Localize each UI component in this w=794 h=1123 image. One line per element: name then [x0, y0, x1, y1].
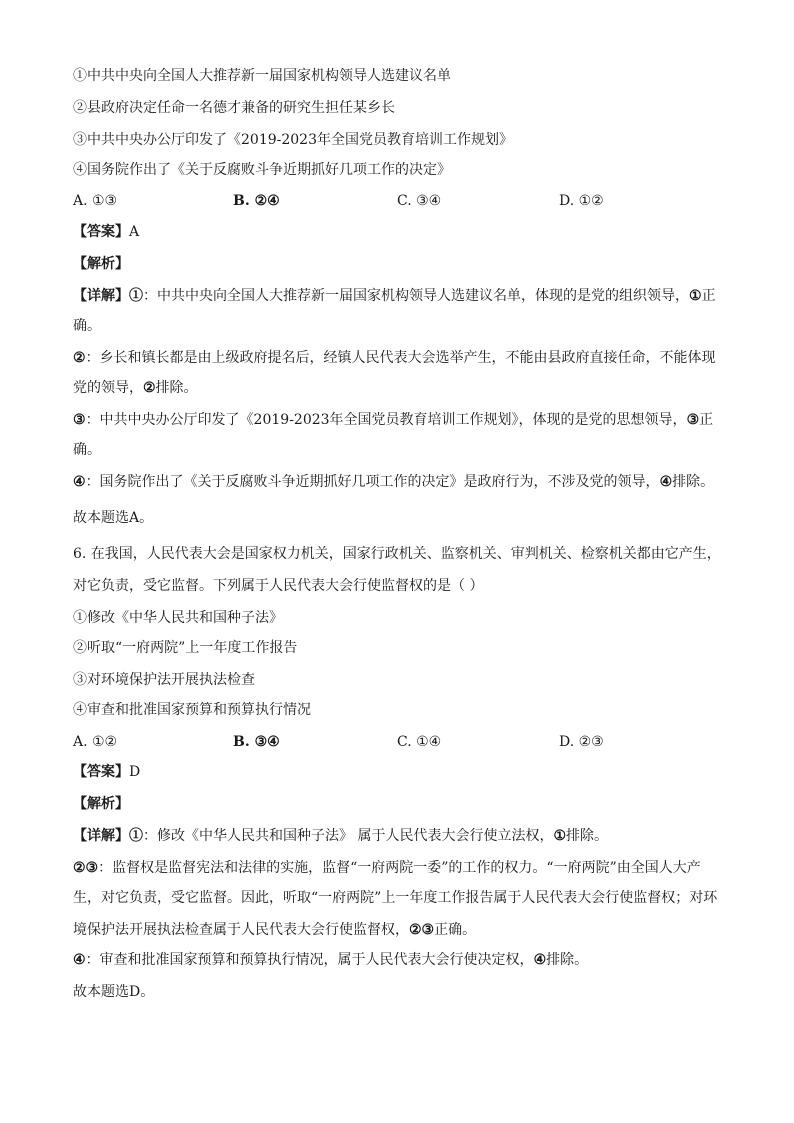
- q6-item-4: ④审查和批准国家预算和预算执行情况: [73, 702, 311, 718]
- q5-detail-line-4: 党的领导，②排除。: [73, 380, 198, 396]
- q5-analysis-label: 【解析】: [73, 256, 129, 272]
- q5-detail-line-1: 【详解】①：中共中央向全国人大推荐新一届国家机构领导人选建议名单，体现的是党的组织领导，①正: [73, 288, 716, 304]
- q5-item-3: ③中共中央办公厅印发了《2019-2023年全国党员教育培训工作规划》: [73, 132, 513, 148]
- q6-option-d: D. ②③: [559, 734, 604, 750]
- q5-answer-label: 【答案】: [73, 224, 129, 240]
- q5-option-c: C. ③④: [397, 193, 442, 209]
- q5-detail-line-6: 确。: [73, 442, 101, 458]
- q6-answer: [73, 762, 733, 782]
- q5-detail-line-3: ②：乡长和镇长都是由上级政府提名后，经镇人民代表大会选举产生，不能由县政府直接任命，不能体现: [73, 350, 716, 366]
- q6-item-1: ①修改《中华人民共和国种子法》: [73, 610, 283, 626]
- q5-detail-line-7: ④：国务院作出了《关于反腐败斗争近期抓好几项工作的决定》是政府行为，不涉及党的领导，④排除。: [73, 474, 715, 490]
- q6-answer-value: D: [129, 764, 141, 780]
- q5-answer: [73, 222, 733, 242]
- q5-item-4: ④国务院作出了《关于反腐败斗争近期抓好几项工作的决定》: [73, 162, 451, 178]
- q6-detail-label: 【详解】: [73, 828, 129, 844]
- q6-option-b: B. ③④: [233, 734, 280, 750]
- q6-item-2: ②听取“一府两院”上一年度工作报告: [73, 640, 298, 656]
- q6-detail-line-1: 【详解】①：修改《中华人民共和国种子法》 属于人民代表大会行使立法权，①排除。: [73, 828, 609, 844]
- q6-analysis-label: 【解析】: [73, 796, 129, 812]
- q6-answer-label: 【答案】: [73, 764, 129, 780]
- q6-conclusion: 故本题选D。: [73, 984, 155, 1000]
- q5-option-d: D. ①②: [559, 193, 604, 209]
- q6-detail-line-4: 境保护法开展执法检查属于人民代表大会行使监督权，②③正确。: [73, 922, 477, 938]
- q5-answer-value: A: [129, 224, 140, 240]
- q6-detail-line-3: 生，对它负责，受它监督。因此，听取“一府两院”上一年度工作报告属于人民代表大会行使监督权；对环: [73, 890, 718, 906]
- q5-detail-label: 【详解】: [73, 288, 129, 304]
- q6-stem-line-1: 6. 在我国，人民代表大会是国家权力机关，国家行政机关、监察机关、审判机关、检察机关都由它产生，: [73, 546, 721, 562]
- q5-option-a: A. ①③: [73, 193, 118, 209]
- q5-detail-line-5: ③：中共中央办公厅印发了《2019-2023年全国党员教育培训工作规划》，体现的是党的思想领导，③正: [73, 412, 714, 428]
- q6-detail-line-2: ②③：监督权是监督宪法和法律的实施，监督“一府两院一委”的工作的权力。“一府两院”由全国人大产: [73, 860, 701, 876]
- q5-options: [73, 191, 733, 211]
- q5-option-b: B. ②④: [233, 193, 280, 209]
- q5-item-2: ②县政府决定任命一名德才兼备的研究生担任某乡长: [73, 100, 395, 116]
- q6-detail-line-5: ④：审查和批准国家预算和预算执行情况，属于人民代表大会行使决定权，④排除。: [73, 952, 589, 968]
- q6-stem-line-2: 对它负责，受它监督。下列属于人民代表大会行使监督权的是（ ）: [73, 578, 484, 594]
- q6-options: [73, 732, 733, 752]
- q5-detail-line-2: 确。: [73, 318, 101, 334]
- q6-option-c: C. ①④: [397, 734, 442, 750]
- q5-conclusion: 故本题选A。: [73, 510, 154, 526]
- q5-item-1: ①中共中央向全国人大推荐新一届国家机构领导人选建议名单: [73, 68, 451, 84]
- q6-option-a: A. ①②: [73, 734, 118, 750]
- q6-item-3: ③对环境保护法开展执法检查: [73, 672, 255, 688]
